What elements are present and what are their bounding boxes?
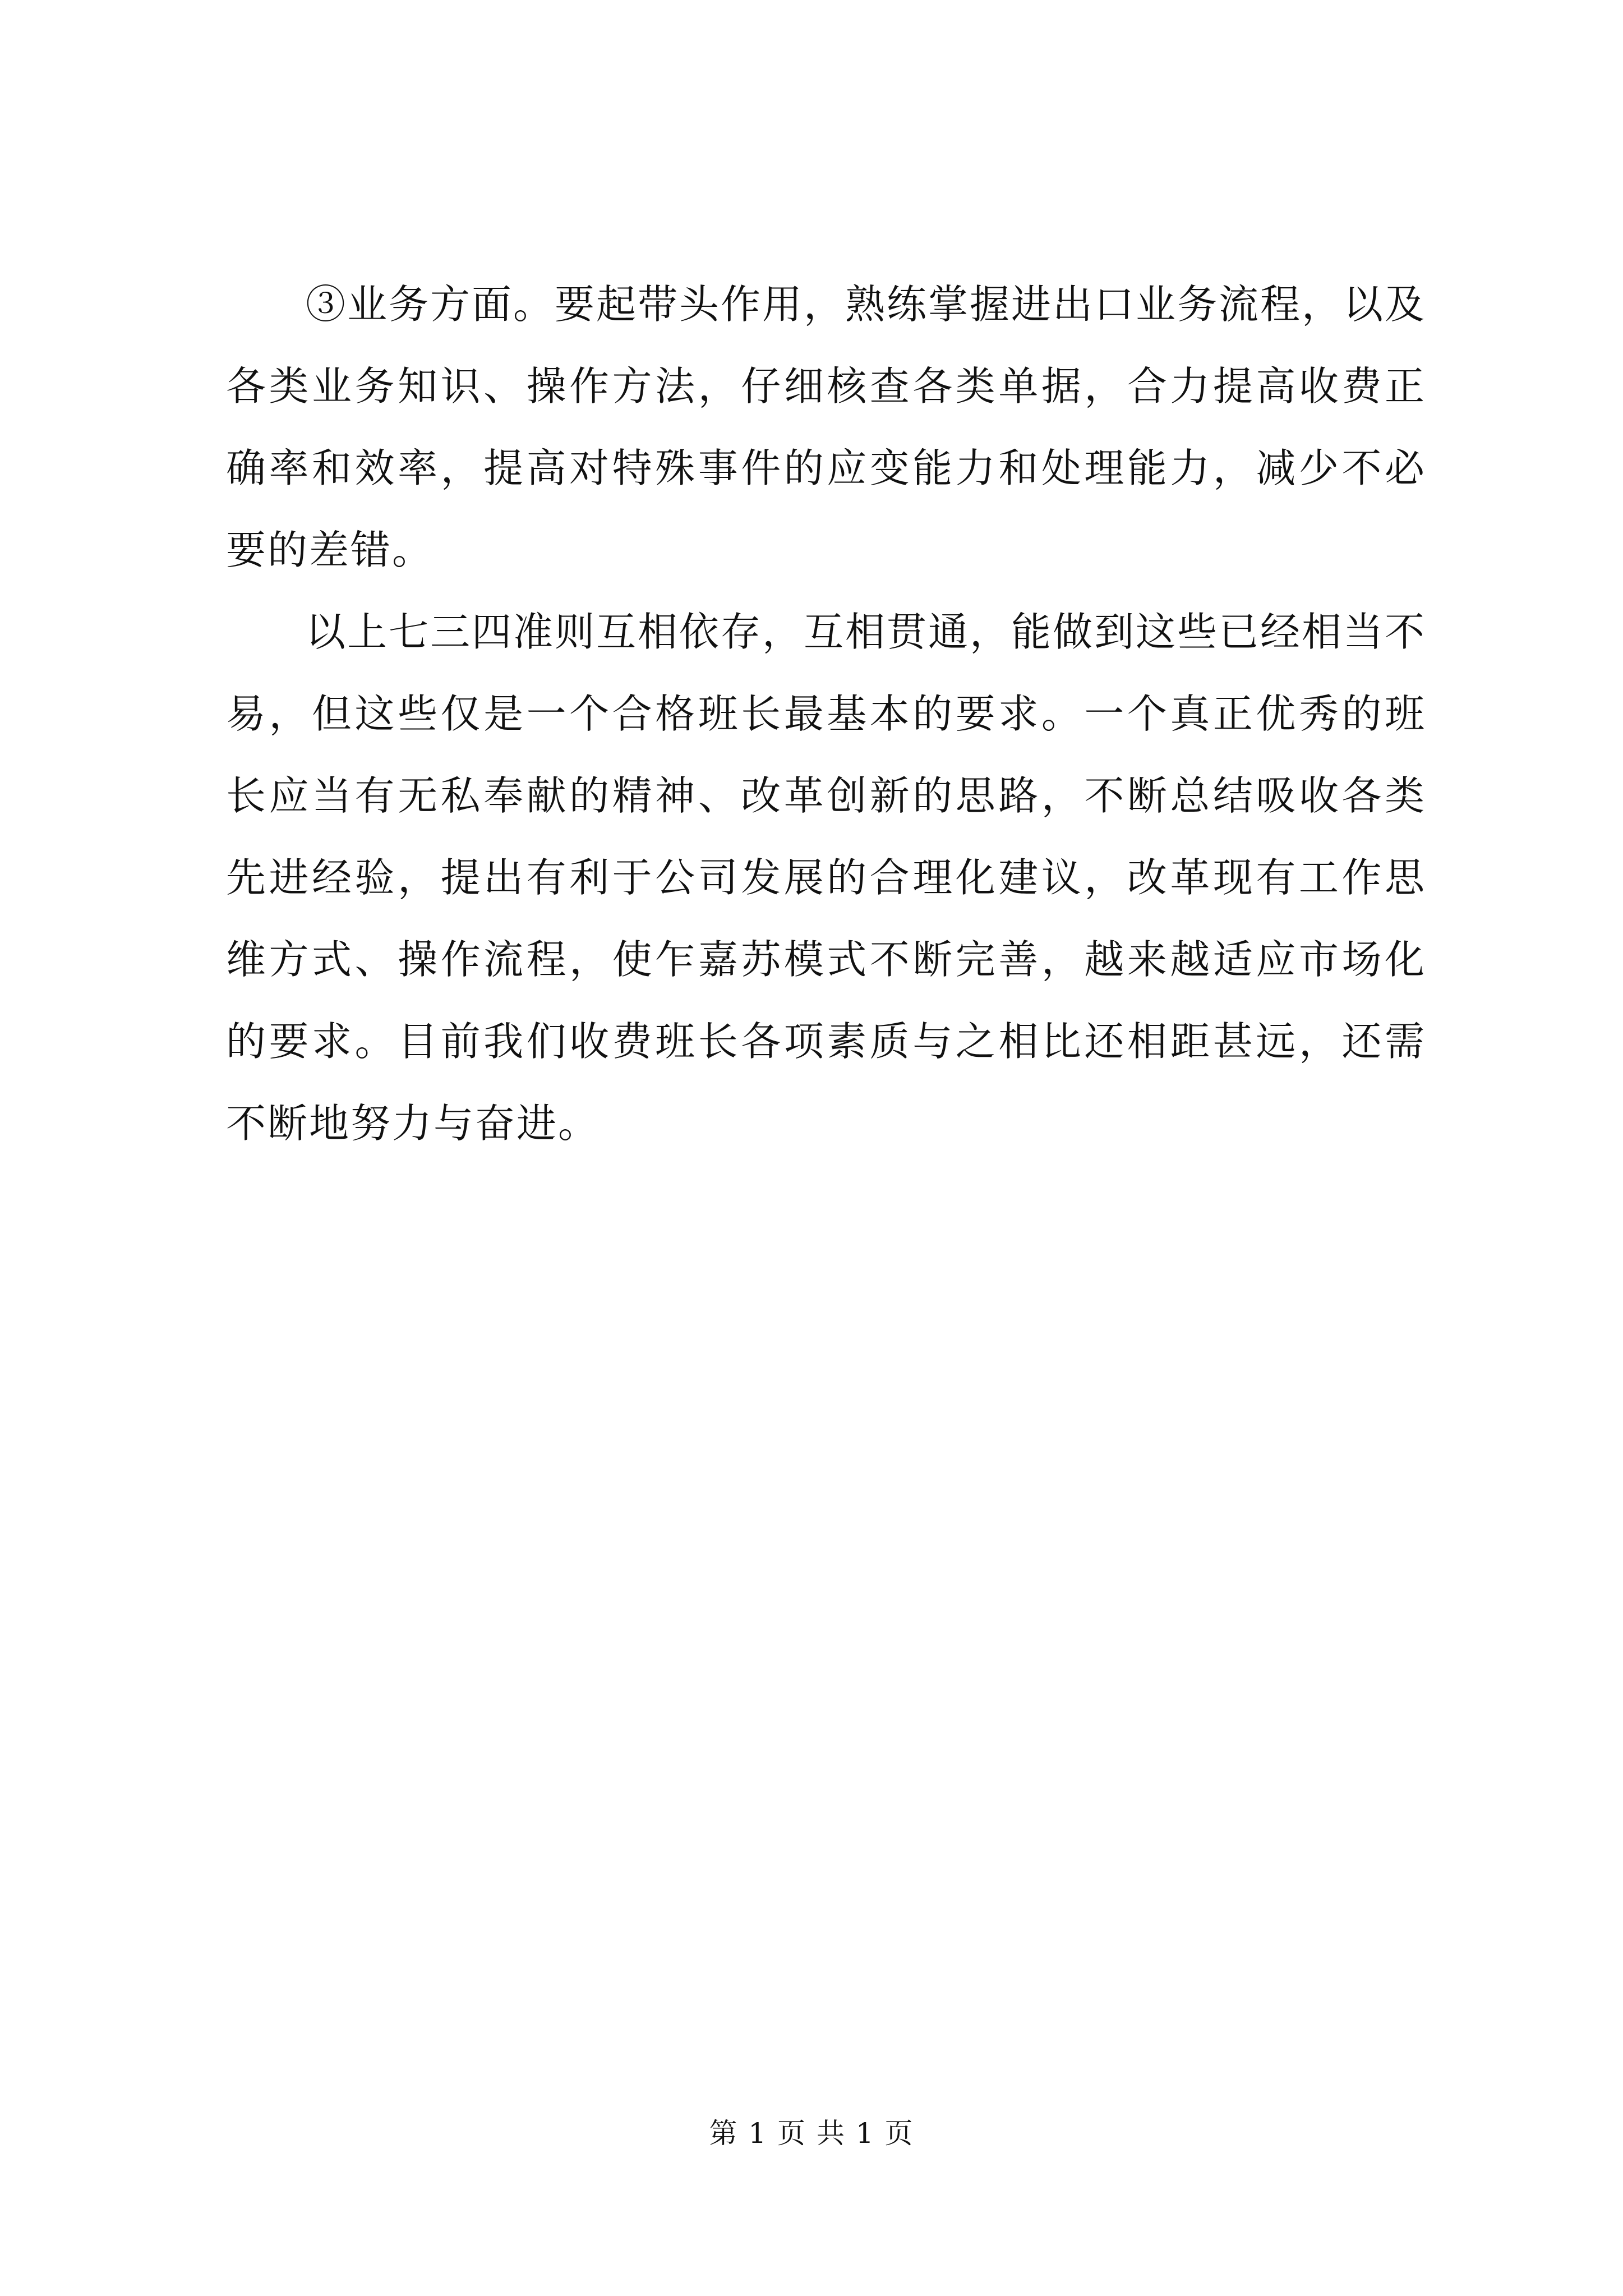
paragraph-summary: 以上七三四准则互相依存，互相贯通，能做到这些已经相当不易，但这些仅是一个合格班长最基本的要求。一个真正优秀的班长应当有无私奉献的精神、改革创新的思路，不断总结吸收各类先进经验，提出有利于公司发展的合理化建议，改革现有工作思维方式、操作流程，使乍嘉苏模式不断完善，越来越适应市场化的要求。目前我们收费班长各项素质与之相比还相距甚远，还需不断地努力与奋进。 <box>226 609 1427 1147</box>
paragraph-business: ③业务方面。要起带头作用，熟练掌握进出口业务流程，以及各类业务知识、操作方法，仔细核查各类单据，合力提高收费正确率和效率，提高对特殊事件的应变能力和处理能力，减少不必要的差错。 <box>226 281 1427 573</box>
page-footer: 第 1 页 共 1 页 <box>709 2117 914 2150</box>
document-body <box>226 264 1426 1165</box>
